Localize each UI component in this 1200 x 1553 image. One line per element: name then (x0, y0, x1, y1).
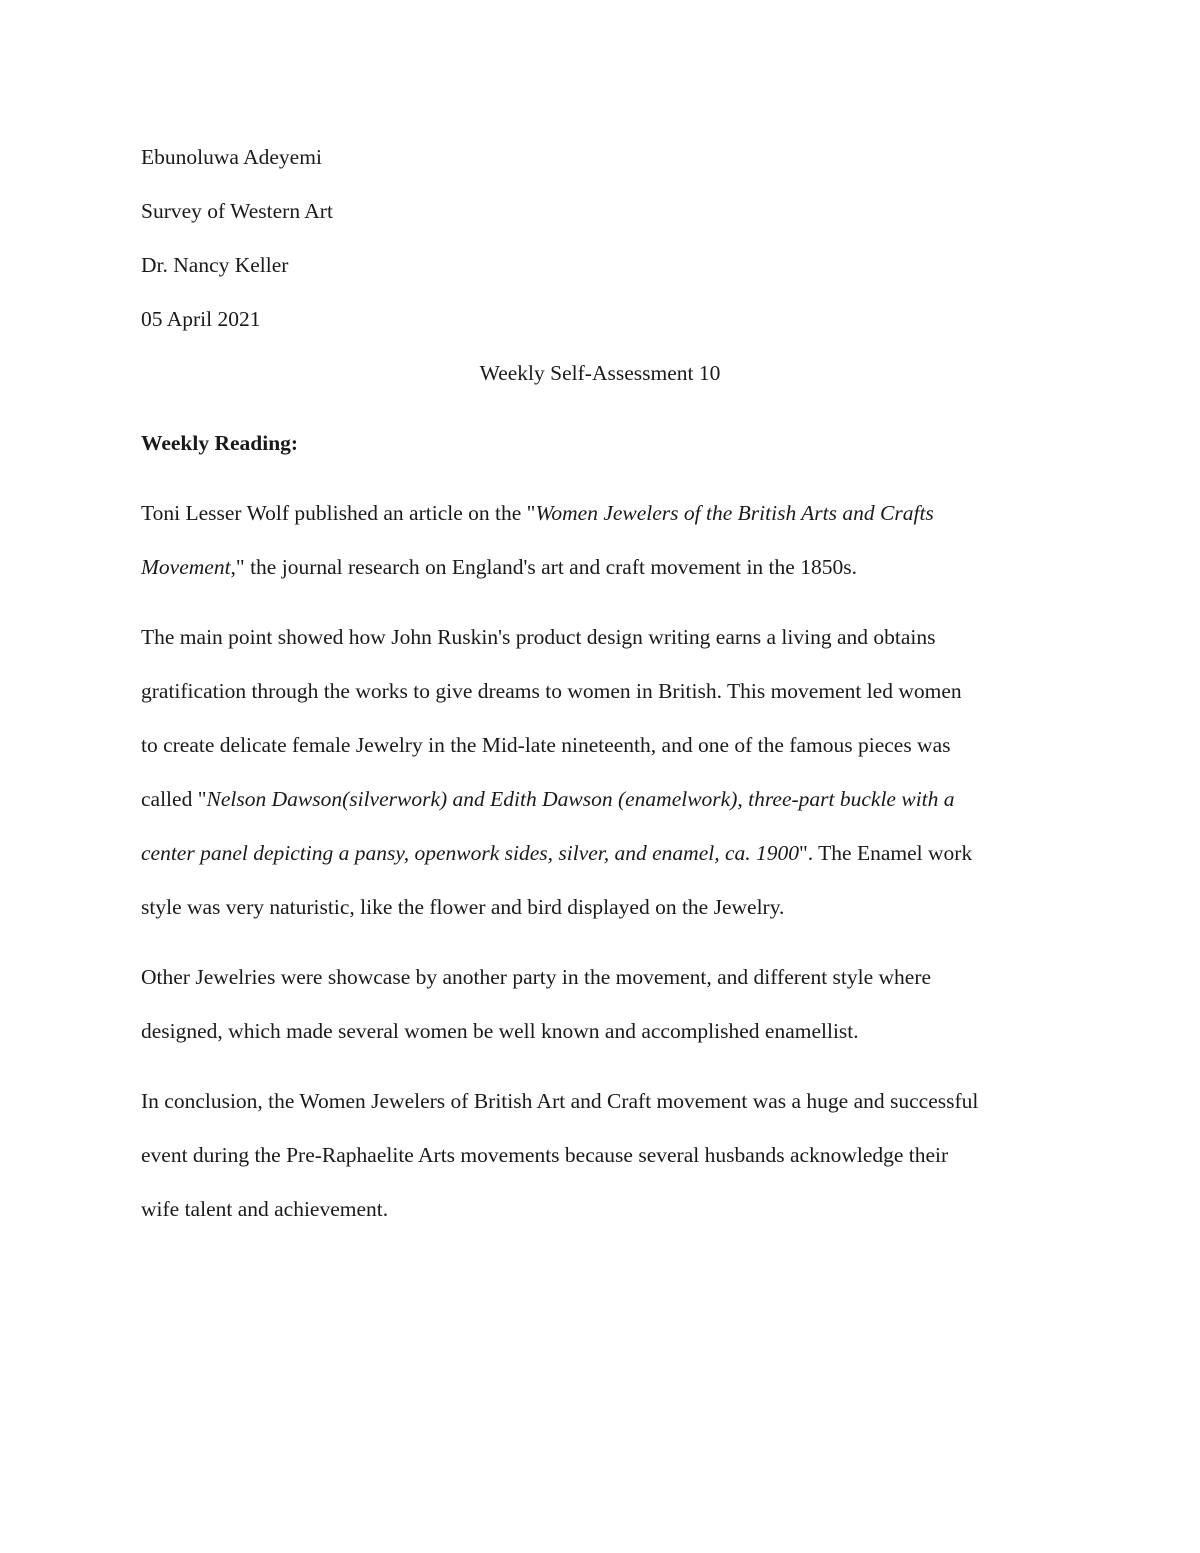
paragraph-2-line-1: The main point showed how John Ruskin's product design writing earns a living and obtains (141, 625, 936, 649)
paragraph-2-line-5: center panel depicting a pansy, openwork sides, silver, and enamel, ca. 1900". The Enamel work (141, 841, 973, 865)
artwork-title: Nelson Dawson(silverwork) and Edith Dawson (enamelwork), three-part buckle with a (206, 787, 955, 811)
section-heading: Weekly Reading: (141, 431, 299, 455)
paragraph-2-line-4: called "Nelson Dawson(silverwork) and Edith Dawson (enamelwork), three-part buckle with a (141, 787, 955, 811)
document-title: Weekly Self-Assessment 10 (479, 361, 721, 385)
paragraph-4-line-1: In conclusion, the Women Jewelers of British Art and Craft movement was a huge and successful (141, 1089, 979, 1113)
paragraph-4-line-2: event during the Pre-Raphaelite Arts movements because several husbands acknowledge their (141, 1143, 949, 1167)
article-title: Women Jewelers of the British Arts and Crafts (535, 501, 934, 525)
author-name: Ebunoluwa Adeyemi (141, 145, 322, 169)
paragraph-3-line-1: Other Jewelries were showcase by another party in the movement, and different style where (141, 965, 932, 989)
paragraph-2-line-3: to create delicate female Jewelry in the Mid-late nineteenth, and one of the famous pieces was (141, 733, 951, 757)
artwork-title-cont: center panel depicting a pansy, openwork sides, silver, and enamel, ca. 1900 (141, 841, 800, 865)
article-title-cont: Movement (141, 555, 231, 579)
instructor-name: Dr. Nancy Keller (141, 253, 289, 277)
paragraph-3-line-2: designed, which made several women be well known and accomplished enamellist. (141, 1019, 859, 1043)
document-date: 05 April 2021 (141, 307, 261, 331)
paragraph-2-line-2: gratification through the works to give dreams to women in British. This movement led women (141, 679, 962, 703)
paragraph-2-line-6: style was very naturistic, like the flower and bird displayed on the Jewelry. (141, 895, 785, 919)
course-name: Survey of Western Art (141, 199, 333, 223)
paragraph-4-line-3: wife talent and achievement. (141, 1197, 389, 1221)
paragraph-1-line-1: Toni Lesser Wolf published an article on the "Women Jewelers of the British Arts and Crafts (141, 501, 934, 525)
paragraph-1-line-2: Movement," the journal research on England's art and craft movement in the 1850s. (141, 555, 857, 579)
